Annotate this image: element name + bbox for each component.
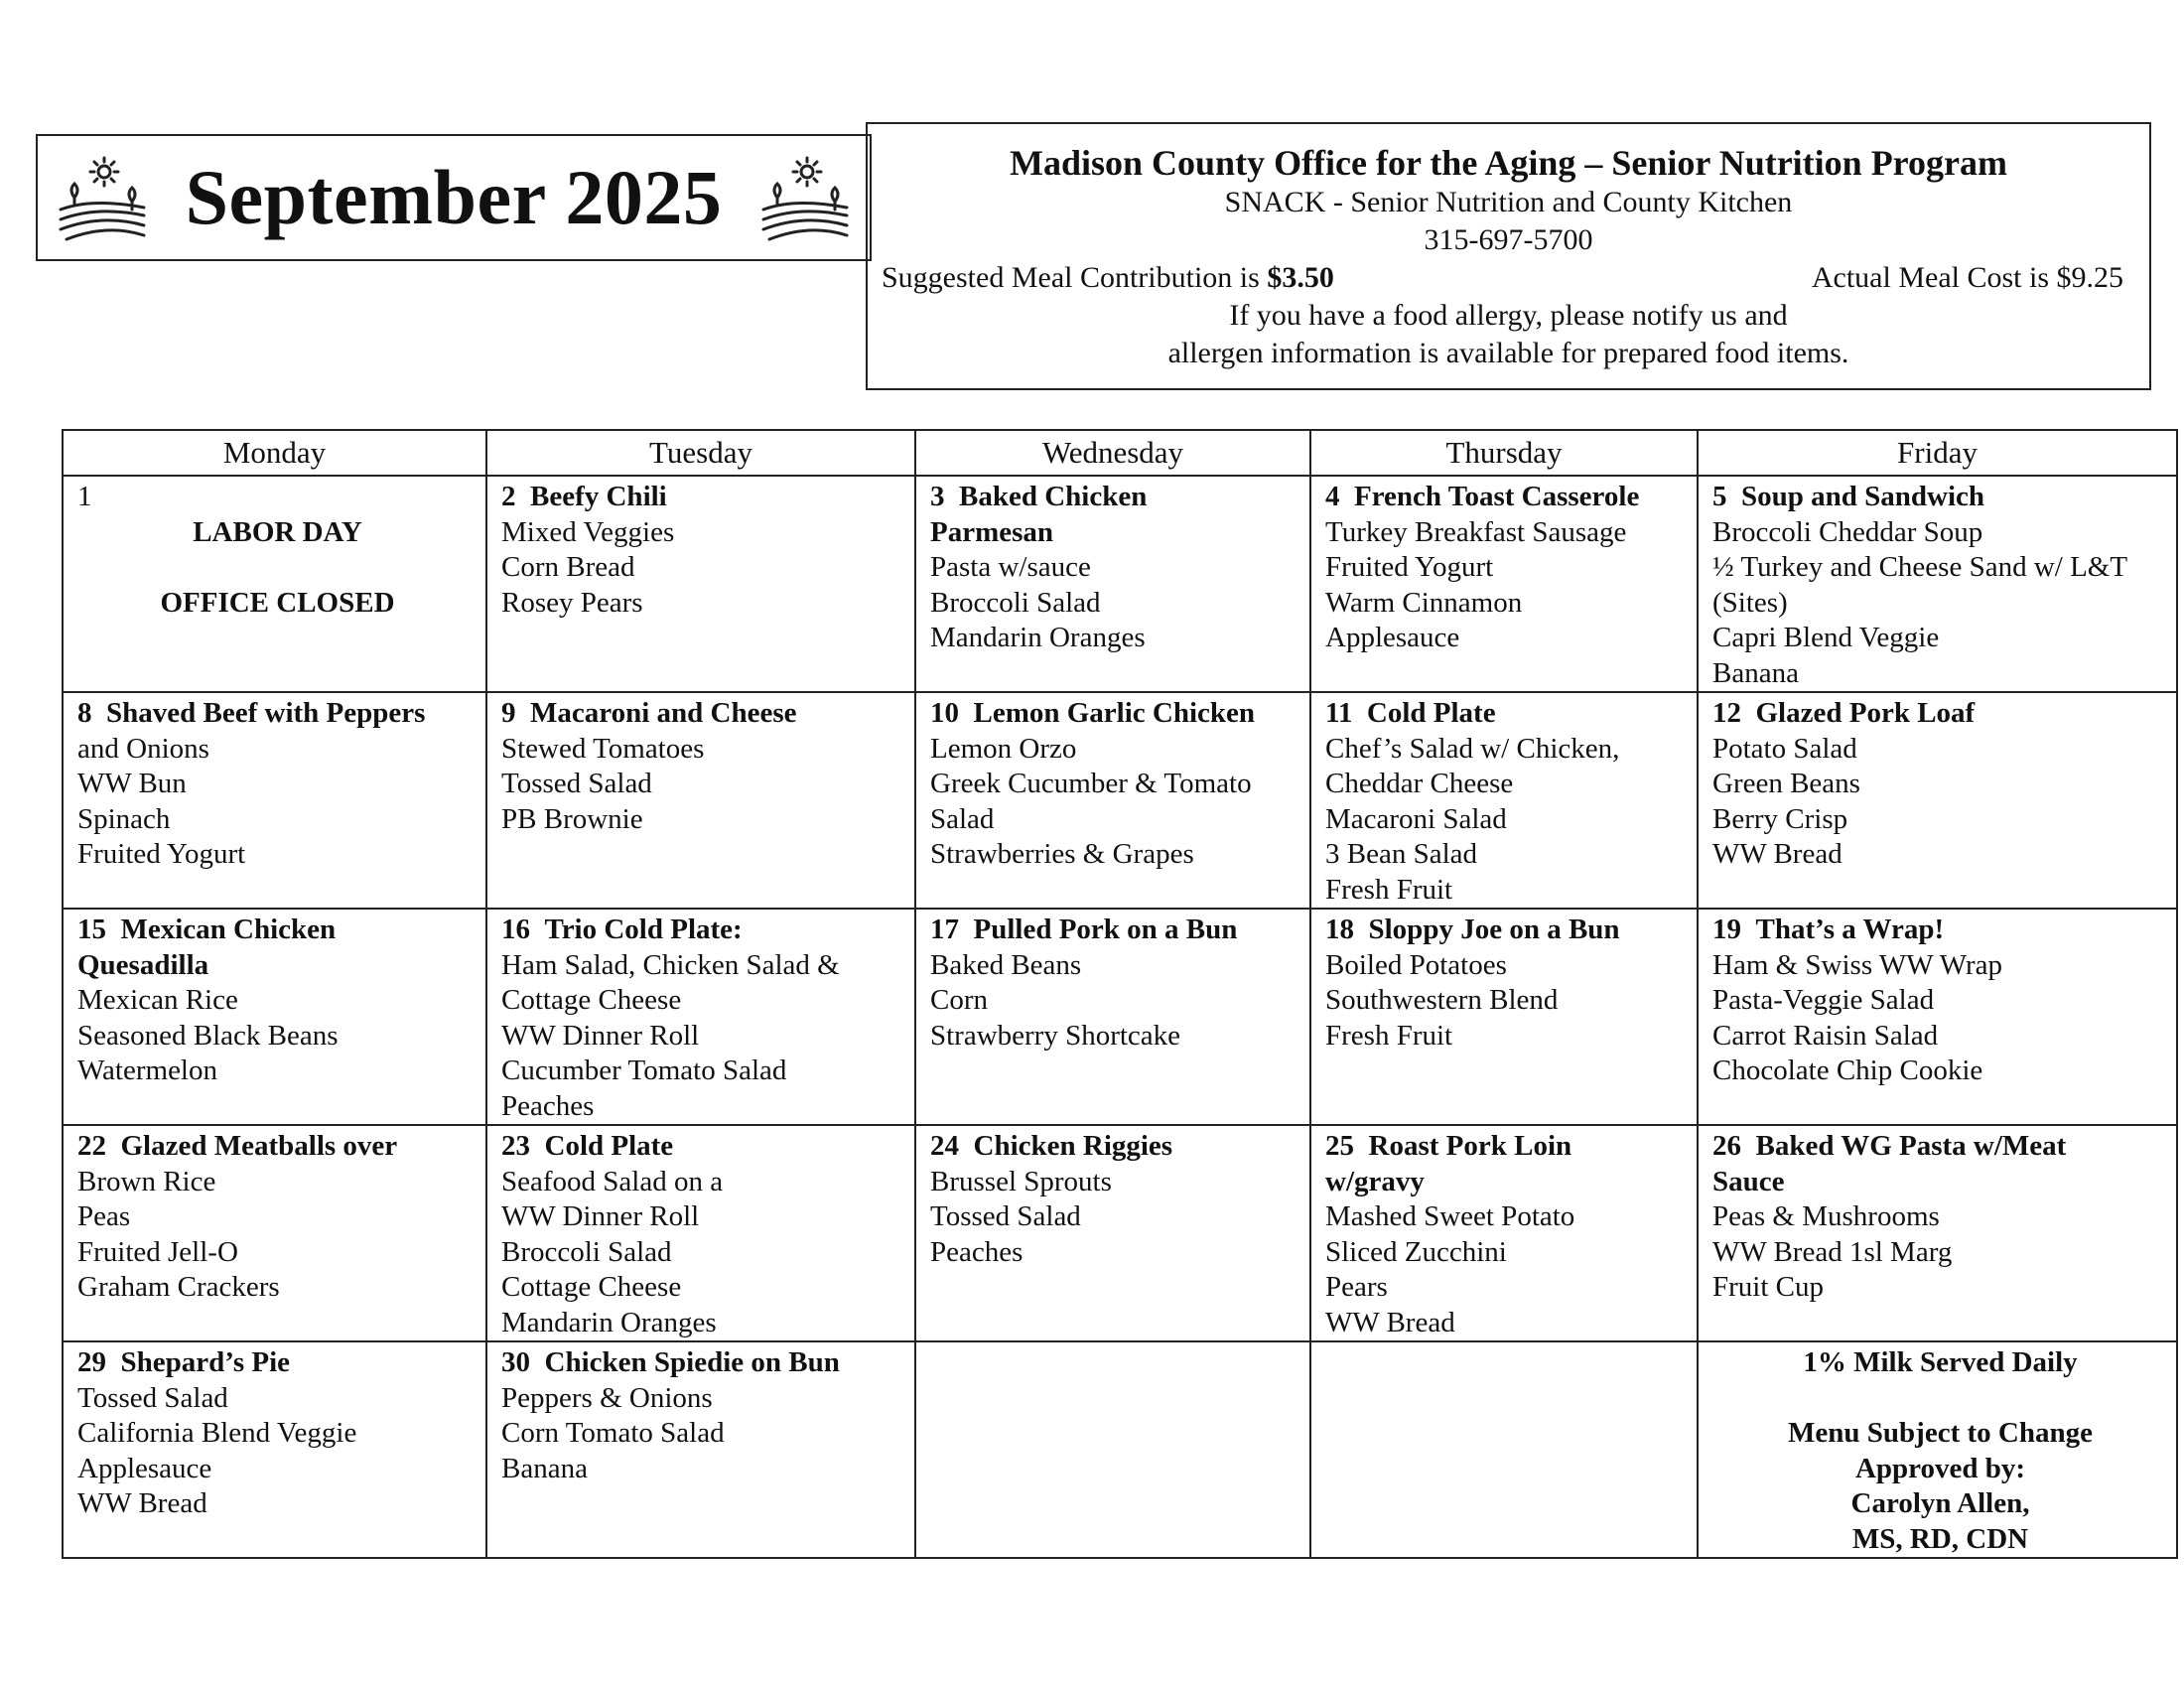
meal-entree-continued: Sauce — [1712, 1165, 1785, 1197]
meal-entree-continued: Quesadilla — [77, 948, 209, 981]
day-number: 30 — [501, 1346, 530, 1378]
menu-item: PB Brownie — [501, 802, 643, 835]
menu-item: Cottage Cheese — [501, 984, 682, 1016]
week-row — [63, 909, 2177, 1125]
meal-entree-continued: Parmesan — [930, 515, 1054, 548]
day-cell — [915, 476, 1310, 692]
day-number: 1 — [77, 481, 92, 512]
day-number: 5 — [1712, 481, 1727, 512]
menu-item: Sliced Zucchini — [1325, 1235, 1507, 1268]
entree-name: Sloppy Joe on a Bun — [1368, 914, 1620, 945]
day-number: 19 — [1712, 914, 1741, 945]
day-cell — [915, 1125, 1310, 1341]
menu-item: Ham & Swiss WW Wrap — [1712, 948, 2003, 981]
entree-name: Pulled Pork on a Bun — [973, 914, 1238, 945]
meal-entree — [77, 913, 478, 948]
day-cell — [63, 1341, 486, 1558]
menu-item: Fresh Fruit — [1325, 873, 1453, 906]
meal-entree — [1712, 913, 2168, 948]
menu-item: Salad — [930, 802, 995, 835]
meal-entree — [1325, 1129, 1689, 1165]
day-cell — [1698, 476, 2177, 692]
weekday-header-row — [63, 430, 2177, 476]
menu-item: Rosey Pears — [501, 586, 643, 619]
cell-note: MS, RD, CDN — [1851, 1522, 2029, 1555]
menu-item: WW Bread — [1325, 1306, 1455, 1338]
day-cell — [63, 476, 486, 692]
menu-item: Pears — [1325, 1271, 1388, 1303]
meal-entree — [501, 696, 906, 732]
meal-entree — [77, 1129, 478, 1165]
day-cell — [1698, 1125, 2177, 1341]
entree-name: Baked Chicken — [959, 481, 1148, 512]
menu-item: Cottage Cheese — [501, 1271, 682, 1303]
program-subtitle: SNACK - Senior Nutrition and County Kitchen — [1224, 186, 1793, 218]
menu-item: Spinach — [77, 802, 171, 835]
entree-name: Cold Plate — [544, 1130, 674, 1162]
entree-name: Mexican Chicken — [120, 914, 337, 945]
actual-meal-cost: Actual Meal Cost is $9.25 — [1811, 261, 2123, 294]
day-cell — [1310, 692, 1698, 909]
day-cell — [1698, 692, 2177, 909]
entree-name: Lemon Garlic Chicken — [973, 697, 1256, 729]
menu-item: Tossed Salad — [501, 768, 652, 799]
meal-entree — [1712, 696, 2168, 732]
day-number: 18 — [1325, 914, 1354, 945]
menu-item: Warm Cinnamon — [1325, 586, 1523, 619]
weekday-header: Thursday — [1310, 430, 1698, 476]
menu-item: Graham Crackers — [77, 1271, 280, 1303]
meal-entree — [930, 1129, 1301, 1165]
meal-entree — [1325, 913, 1689, 948]
day-number: 25 — [1325, 1130, 1354, 1162]
menu-item: Cucumber Tomato Salad — [501, 1055, 787, 1086]
menu-item: Mashed Sweet Potato — [1325, 1200, 1575, 1232]
cell-note: LABOR DAY — [193, 515, 362, 548]
menu-item: Brussel Sprouts — [930, 1165, 1112, 1197]
menu-item: Turkey Breakfast Sausage — [1325, 515, 1627, 548]
menu-item: Carrot Raisin Salad — [1712, 1019, 1939, 1052]
day-number: 17 — [930, 914, 959, 945]
allergy-notice-line: allergen information is available for prepared food items. — [1167, 337, 1849, 369]
menu-item: Fruited Jell-O — [77, 1235, 238, 1268]
menu-calendar-table — [62, 429, 2178, 1559]
menu-item: WW Bread 1sl Marg — [1712, 1235, 1953, 1268]
week-row — [63, 1341, 2177, 1558]
day-number: 10 — [930, 697, 959, 729]
menu-item: Peppers & Onions — [501, 1381, 713, 1414]
entree-name: Soup and Sandwich — [1741, 481, 1985, 512]
contribution-amount: $3.50 — [1267, 261, 1334, 294]
meal-entree — [1712, 480, 2168, 515]
day-cell — [1698, 909, 2177, 1125]
day-number: 23 — [501, 1130, 530, 1162]
menu-item: Green Beans — [1712, 768, 1860, 799]
menu-item: Brown Rice — [77, 1165, 216, 1197]
day-cell — [486, 1341, 915, 1558]
weekday-header: Tuesday — [486, 430, 915, 476]
day-cell — [915, 1341, 1310, 1558]
entree-name: Roast Pork Loin — [1368, 1130, 1572, 1162]
menu-item: ½ Turkey and Cheese Sand w/ L&T — [1712, 551, 2128, 583]
menu-item: Mexican Rice — [77, 984, 238, 1016]
day-cell — [63, 692, 486, 909]
meal-entree — [930, 913, 1301, 948]
menu-item: Ham Salad, Chicken Salad & — [501, 948, 840, 981]
menu-item: Cheddar Cheese — [1325, 768, 1514, 799]
meal-entree — [77, 696, 478, 732]
menu-item: Capri Blend Veggie — [1712, 622, 1940, 653]
menu-item: Fruited Yogurt — [77, 838, 246, 870]
entree-name: Chicken Riggies — [973, 1130, 1173, 1162]
cost-row — [868, 259, 2149, 297]
day-number: 11 — [1325, 697, 1353, 729]
entree-name: That’s a Wrap! — [1755, 914, 1945, 945]
day-cell — [915, 909, 1310, 1125]
menu-item: Fresh Fruit — [1325, 1019, 1453, 1052]
cell-note: Carolyn Allen, — [1850, 1487, 2030, 1519]
day-cell — [486, 1125, 915, 1341]
entree-name: Shaved Beef with Peppers — [106, 697, 426, 729]
program-info-box — [866, 122, 2151, 390]
meal-entree — [501, 1345, 906, 1381]
menu-item: Watermelon — [77, 1055, 217, 1086]
menu-item: Mandarin Oranges — [930, 622, 1146, 653]
meal-entree — [501, 480, 906, 515]
day-cell — [1310, 1125, 1698, 1341]
menu-item: Stewed Tomatoes — [501, 732, 705, 765]
menu-item: Broccoli Salad — [501, 1235, 672, 1268]
menu-item: Fruit Cup — [1712, 1271, 1824, 1303]
entree-name: Macaroni and Cheese — [530, 697, 797, 729]
menu-item: WW Bread — [1712, 838, 1843, 870]
menu-item: Corn Tomato Salad — [501, 1417, 725, 1449]
meal-entree — [1325, 696, 1689, 732]
day-cell — [1310, 909, 1698, 1125]
menu-item: Peaches — [930, 1235, 1024, 1268]
menu-item: WW Dinner Roll — [501, 1200, 700, 1232]
entree-name: Glazed Meatballs over — [120, 1130, 398, 1162]
day-cell — [486, 692, 915, 909]
day-number: 29 — [77, 1346, 106, 1378]
phone-number: 315-697-5700 — [1424, 223, 1593, 256]
day-number: 26 — [1712, 1130, 1741, 1162]
suggested-contribution — [882, 259, 1334, 297]
meal-entree — [1325, 480, 1689, 515]
day-number: 22 — [77, 1130, 106, 1162]
entree-name: Shepard’s Pie — [120, 1346, 291, 1378]
menu-item: Potato Salad — [1712, 732, 1857, 765]
menu-item: Fruited Yogurt — [1325, 551, 1494, 583]
meal-entree — [1712, 1129, 2168, 1165]
weekday-header: Monday — [63, 430, 486, 476]
menu-item: Greek Cucumber & Tomato — [930, 768, 1252, 799]
day-number: 15 — [77, 914, 106, 945]
menu-item: Southwestern Blend — [1325, 984, 1559, 1016]
menu-item: WW Bun — [77, 768, 187, 799]
menu-item: Tossed Salad — [930, 1200, 1081, 1232]
day-number: 9 — [501, 697, 516, 729]
weekday-header: Wednesday — [915, 430, 1310, 476]
menu-item: California Blend Veggie — [77, 1417, 357, 1449]
day-number: 4 — [1325, 481, 1340, 512]
menu-item: 3 Bean Salad — [1325, 838, 1478, 870]
menu-item: Peas — [77, 1200, 131, 1232]
menu-item: Boiled Potatoes — [1325, 948, 1507, 981]
menu-item: Tossed Salad — [77, 1381, 228, 1414]
day-cell — [915, 692, 1310, 909]
day-cell — [63, 1125, 486, 1341]
day-cell — [1310, 1341, 1698, 1558]
week-row — [63, 692, 2177, 909]
day-cell — [1698, 1341, 2177, 1558]
menu-item: Baked Beans — [930, 948, 1082, 981]
meal-entree — [77, 480, 478, 515]
day-cell — [1310, 476, 1698, 692]
week-row — [63, 1125, 2177, 1341]
menu-item: WW Dinner Roll — [501, 1019, 700, 1052]
menu-item: Peas & Mushrooms — [1712, 1200, 1940, 1232]
day-cell — [486, 909, 915, 1125]
day-number: 2 — [501, 481, 516, 512]
menu-item: Applesauce — [1325, 622, 1460, 653]
menu-item: Mandarin Oranges — [501, 1306, 717, 1338]
entree-name: Baked WG Pasta w/Meat — [1755, 1130, 2067, 1162]
menu-item: Lemon Orzo — [930, 732, 1077, 765]
entree-name: Beefy Chili — [530, 481, 667, 512]
menu-item: and Onions — [77, 732, 209, 765]
farm-field-sun-icon — [53, 148, 152, 247]
menu-item: Strawberries & Grapes — [930, 838, 1194, 870]
entree-name: Cold Plate — [1366, 697, 1496, 729]
menu-item: Seasoned Black Beans — [77, 1019, 339, 1052]
menu-item: Strawberry Shortcake — [930, 1019, 1181, 1052]
meal-entree — [930, 480, 1301, 515]
day-number: 24 — [930, 1130, 959, 1162]
meal-entree — [501, 1129, 906, 1165]
menu-item: Berry Crisp — [1712, 802, 1848, 835]
menu-item: (Sites) — [1712, 586, 1788, 619]
menu-item: Pasta-Veggie Salad — [1712, 984, 1935, 1016]
menu-item: Peaches — [501, 1089, 595, 1122]
allergy-notice-line: If you have a food allergy, please notify us and — [1229, 299, 1788, 332]
menu-item: Banana — [1712, 656, 1799, 689]
menu-item: Broccoli Salad — [930, 586, 1101, 619]
day-cell — [63, 909, 486, 1125]
menu-item: Pasta w/sauce — [930, 551, 1091, 583]
farm-field-sun-icon — [755, 148, 855, 247]
menu-item: Macaroni Salad — [1325, 802, 1507, 835]
weekday-header: Friday — [1698, 430, 2177, 476]
menu-item: Corn — [930, 984, 988, 1016]
entree-name: Chicken Spiedie on Bun — [544, 1346, 840, 1378]
calendar-title-box — [36, 134, 872, 261]
entree-name: Trio Cold Plate: — [544, 914, 743, 945]
day-number: 8 — [77, 697, 92, 729]
menu-item: Mixed Veggies — [501, 515, 675, 548]
cell-note: OFFICE CLOSED — [160, 586, 395, 619]
menu-item: Broccoli Cheddar Soup — [1712, 515, 1983, 548]
menu-item: Chocolate Chip Cookie — [1712, 1055, 1983, 1086]
menu-item: WW Bread — [77, 1487, 207, 1519]
day-number: 16 — [501, 914, 530, 945]
cell-note: Approved by: — [1854, 1452, 2026, 1484]
meal-entree — [77, 1345, 478, 1381]
program-title: Madison County Office for the Aging – Senior Nutrition Program — [1010, 143, 2007, 183]
menu-item: Chef’s Salad w/ Chicken, — [1325, 732, 1620, 765]
meal-entree-continued: w/gravy — [1325, 1165, 1425, 1197]
entree-name: French Toast Casserole — [1354, 481, 1640, 512]
cell-note: Menu Subject to Change — [1788, 1417, 2093, 1449]
week-row — [63, 476, 2177, 692]
menu-item: Seafood Salad on a — [501, 1165, 724, 1197]
meal-entree — [930, 696, 1301, 732]
meal-entree — [501, 913, 906, 948]
menu-item: Applesauce — [77, 1452, 212, 1484]
day-number: 12 — [1712, 697, 1741, 729]
day-number: 3 — [930, 481, 945, 512]
entree-name: Glazed Pork Loaf — [1755, 697, 1976, 729]
page-title: September 2025 — [185, 154, 723, 240]
day-cell — [486, 476, 915, 692]
cell-note: 1% Milk Served Daily — [1803, 1346, 2078, 1378]
menu-item: Banana — [501, 1452, 588, 1484]
contribution-label: Suggested Meal Contribution is — [882, 261, 1268, 294]
menu-item: Corn Bread — [501, 551, 635, 583]
